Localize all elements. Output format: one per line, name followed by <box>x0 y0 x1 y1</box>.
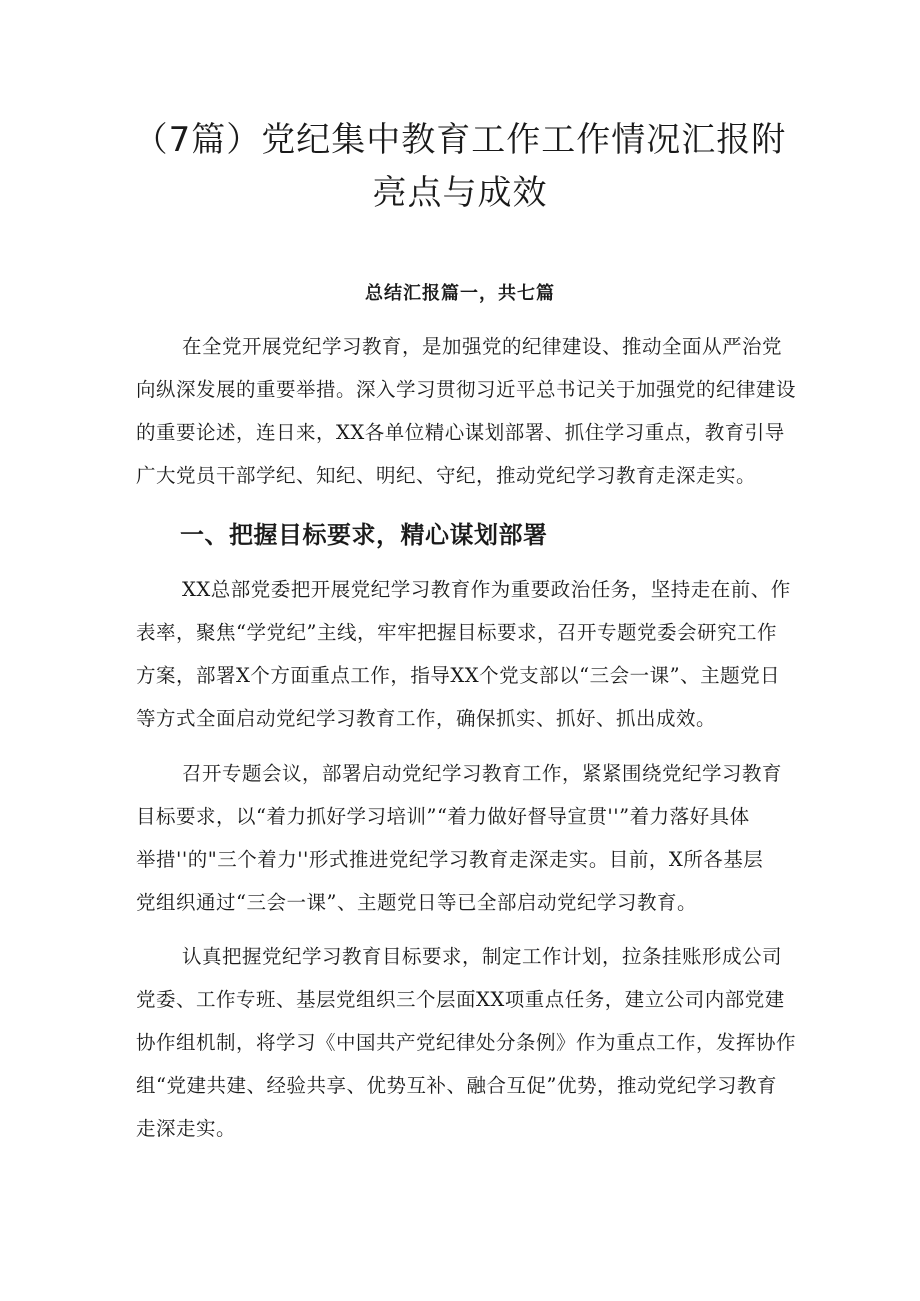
paragraph-line: 在全党开展党纪学习教育，是加强党的纪律建设、推动全面从严治党 <box>182 335 783 358</box>
paragraph-line: XX总部党委把开展党纪学习教育作为重要政治任务，坚持走在前、作 <box>182 578 791 601</box>
paragraph-1 <box>136 325 796 497</box>
paragraph-line: 举措''的"三个着力''形式推进党纪学习教育走深走实。目前，X所各基层 <box>136 848 764 871</box>
paragraph-line: 向纵深发展的重要举措。深入学习贯彻习近平总书记关于加强党的纪律建设 <box>136 378 797 401</box>
paragraph-line: 党组织通过“三会一课”、主题党日等已全部启动党纪学习教育。 <box>136 891 697 914</box>
paragraph-2 <box>136 568 796 740</box>
paragraph-line: 等方式全面启动党纪学习教育工作，确保抓实、抓好、抓出成效。 <box>136 707 717 730</box>
paragraph-line: 表率，聚焦“学党纪”主线，牢牢把握目标要求，召开专题党委会研究工作 <box>136 621 777 644</box>
paragraph-line: 组“党建共建、经验共享、优势互补、融合互促”优势，推动党纪学习教育 <box>136 1074 777 1097</box>
paragraph-line: 走深走实。 <box>136 1117 237 1140</box>
paragraph-line: 方案，部署X个方面重点工作，指导XX个党支部以“三会一课”、主题党日 <box>136 664 781 687</box>
paragraph-line: 召开专题会议，部署启动党纪学习教育工作，紧紧围绕党纪学习教育 <box>182 762 783 785</box>
paragraph-line: 党委、工作专班、基层党组织三个层面XX项重点任务，建立公司内部党建 <box>136 988 785 1011</box>
paragraph-line: 目标要求，以“着力抓好学习培训”“着力做好督导宣贯''”着力落好具体 <box>136 805 750 828</box>
document-title-line-2: 亮点与成效 <box>372 173 548 213</box>
paragraph-line: 的重要论述，连日来，XX各单位精心谋划部署、抓住学习重点，教育引导 <box>136 421 785 444</box>
document-title-line-1: （7篇）党纪集中教育工作工作情况汇报附 <box>133 120 787 160</box>
paragraph-line: 认真把握党纪学习教育目标要求，制定工作计划，拉条挂账形成公司 <box>182 945 783 968</box>
paragraph-line: 协作组机制，将学习《中国共产党纪律处分条例》作为重点工作，发挥协作 <box>136 1031 797 1054</box>
paragraph-line: 广大党员干部学纪、知纪、明纪、守纪，推动党纪学习教育走深走实。 <box>136 464 757 487</box>
paragraph-3 <box>136 752 796 924</box>
section-subtitle: 总结汇报篇一，共七篇 <box>365 283 555 304</box>
paragraph-4 <box>136 935 796 1150</box>
section-heading-1: 一、把握目标要求，精心谋划部署 <box>180 521 548 549</box>
